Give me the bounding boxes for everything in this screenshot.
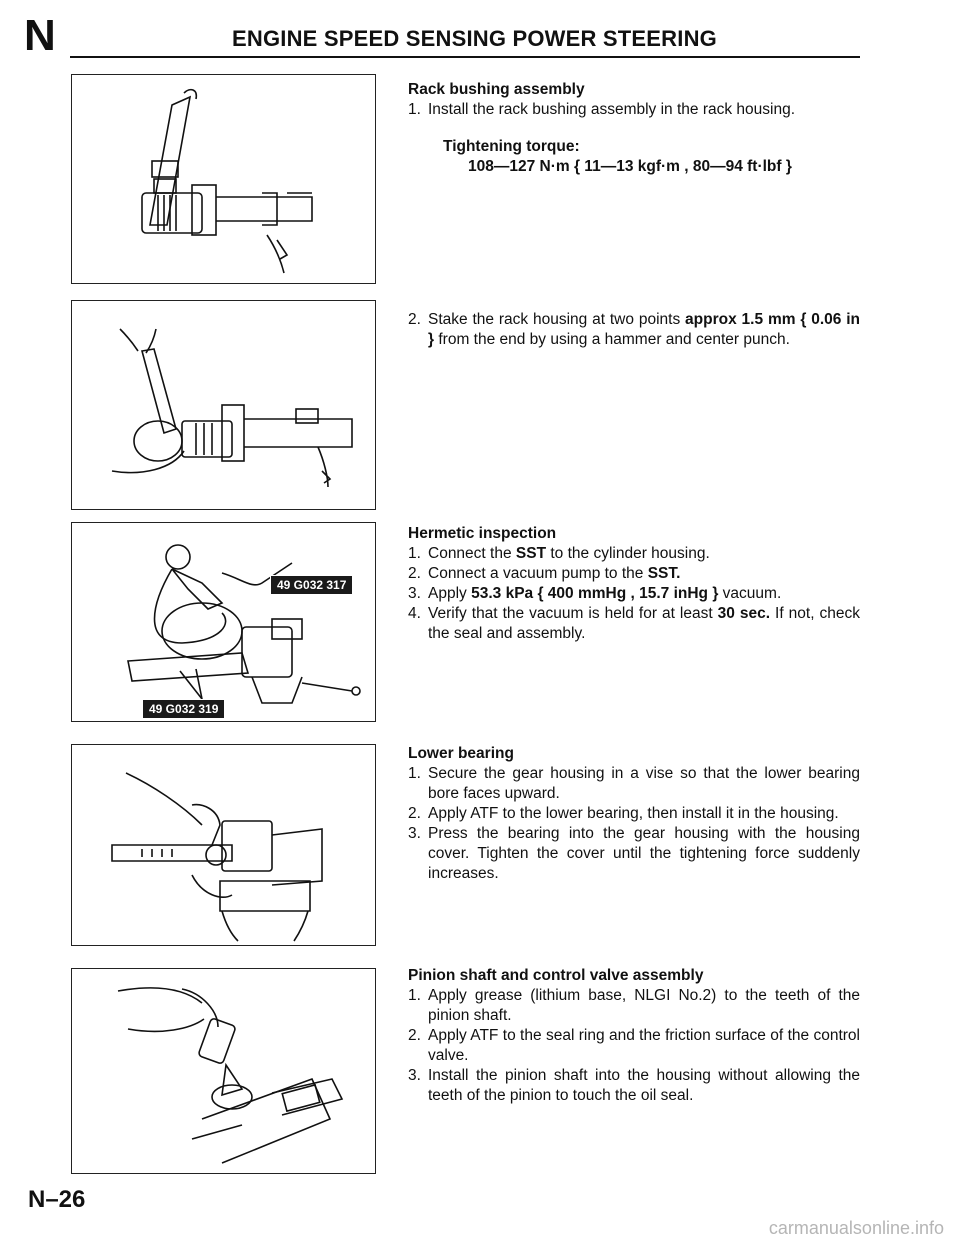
section-heading: Pinion shaft and control valve assembly <box>408 967 704 984</box>
torque-label: Tightening torque: <box>443 138 580 155</box>
item-text: Stake the rack housing at two points <box>428 311 686 328</box>
figure-staking <box>71 300 376 510</box>
item-text: vacuum. <box>718 585 782 602</box>
vacuum-pump-illustration <box>72 523 375 721</box>
item-text: If not, check the seal and assembly. <box>428 605 860 642</box>
item-number: 2. <box>408 1027 421 1044</box>
item-emphasis: 30 sec. <box>717 605 771 622</box>
list-item <box>408 824 860 884</box>
figure-lower-bearing <box>71 744 376 946</box>
figure-rack-bushing <box>71 74 376 284</box>
item-emphasis: 53.3 kPa { 400 mmHg , 15.7 inHg } <box>471 585 719 602</box>
header-divider <box>70 56 860 58</box>
page-number: N–26 <box>28 1186 86 1213</box>
vise-bearing-illustration <box>72 745 375 945</box>
list-item <box>408 564 860 584</box>
item-number: 3. <box>408 825 421 842</box>
lower-bearing-section <box>408 744 860 884</box>
item-number: 1. <box>408 765 421 782</box>
item-text: Press the bearing into the gear housing with the housing cover. Tighten the cover until the tightening force suddenly increases. <box>428 825 860 882</box>
item-number: 4. <box>408 605 421 622</box>
item-number: 2. <box>408 311 421 328</box>
watermark: carmanualsonline.info <box>768 1218 944 1238</box>
pinion-install-illustration <box>72 969 375 1173</box>
item-text: to the cylinder housing. <box>546 545 710 562</box>
item-text: Apply grease (lithium base, NLGI No.2) to the teeth of the pinion shaft. <box>428 987 860 1024</box>
section-heading: Hermetic inspection <box>408 525 557 542</box>
torque-value: 108—127 N·m { 11—13 kgf·m , 80—94 ft·lbf } <box>468 158 792 175</box>
figure-pinion-shaft <box>71 968 376 1174</box>
wrench-illustration <box>72 75 375 283</box>
item-text: Verify that the vacuum is held for at least <box>428 605 718 622</box>
item-number: 3. <box>408 585 421 602</box>
list-item <box>408 544 860 564</box>
item-number: 1. <box>408 987 421 1004</box>
page-title: ENGINE SPEED SENSING POWER STEERING <box>232 26 717 51</box>
item-emphasis: SST. <box>647 565 681 582</box>
list-item <box>408 100 860 120</box>
list-item <box>408 604 860 644</box>
item-number: 1. <box>408 545 421 562</box>
list-item <box>408 584 860 604</box>
figure-hermetic-inspection <box>71 522 376 722</box>
hermetic-section <box>408 524 860 644</box>
item-text: Apply <box>428 585 472 602</box>
staking-section <box>408 310 860 350</box>
hammer-punch-illustration <box>72 301 375 509</box>
section-heading: Lower bearing <box>408 745 514 762</box>
section-heading: Rack bushing assembly <box>408 81 585 98</box>
item-number: 3. <box>408 1067 421 1084</box>
rack-bushing-section <box>408 80 860 177</box>
item-text: Connect a vacuum pump to the <box>428 565 648 582</box>
item-text: Connect the <box>428 545 516 562</box>
item-number: 2. <box>408 805 421 822</box>
list-item <box>408 804 860 824</box>
list-item <box>408 1066 860 1106</box>
item-emphasis: SST <box>515 545 547 562</box>
list-item <box>408 764 860 804</box>
sst-callout-upper: 49 G032 317 <box>270 575 353 595</box>
section-letter: N <box>24 11 56 60</box>
item-text: Install the pinion shaft into the housing without allowing the teeth of the pinion to touch the oil seal. <box>428 1067 860 1104</box>
item-text: Apply ATF to the seal ring and the friction surface of the control valve. <box>428 1027 860 1064</box>
sst-callout-lower: 49 G032 319 <box>142 699 225 719</box>
item-number: 1. <box>408 101 421 118</box>
list-item <box>408 310 860 350</box>
item-text: from the end by using a hammer and center punch. <box>434 331 790 348</box>
list-item <box>408 1026 860 1066</box>
item-text: Secure the gear housing in a vise so that the lower bearing bore faces upward. <box>428 765 860 802</box>
item-number: 2. <box>408 565 421 582</box>
pinion-shaft-section <box>408 966 860 1106</box>
item-text: Install the rack bushing assembly in the rack housing. <box>428 101 796 118</box>
list-item <box>408 986 860 1026</box>
item-emphasis: approx 1.5 mm { 0.06 in } <box>428 311 860 348</box>
item-text: Apply ATF to the lower bearing, then install it in the housing. <box>428 805 839 822</box>
